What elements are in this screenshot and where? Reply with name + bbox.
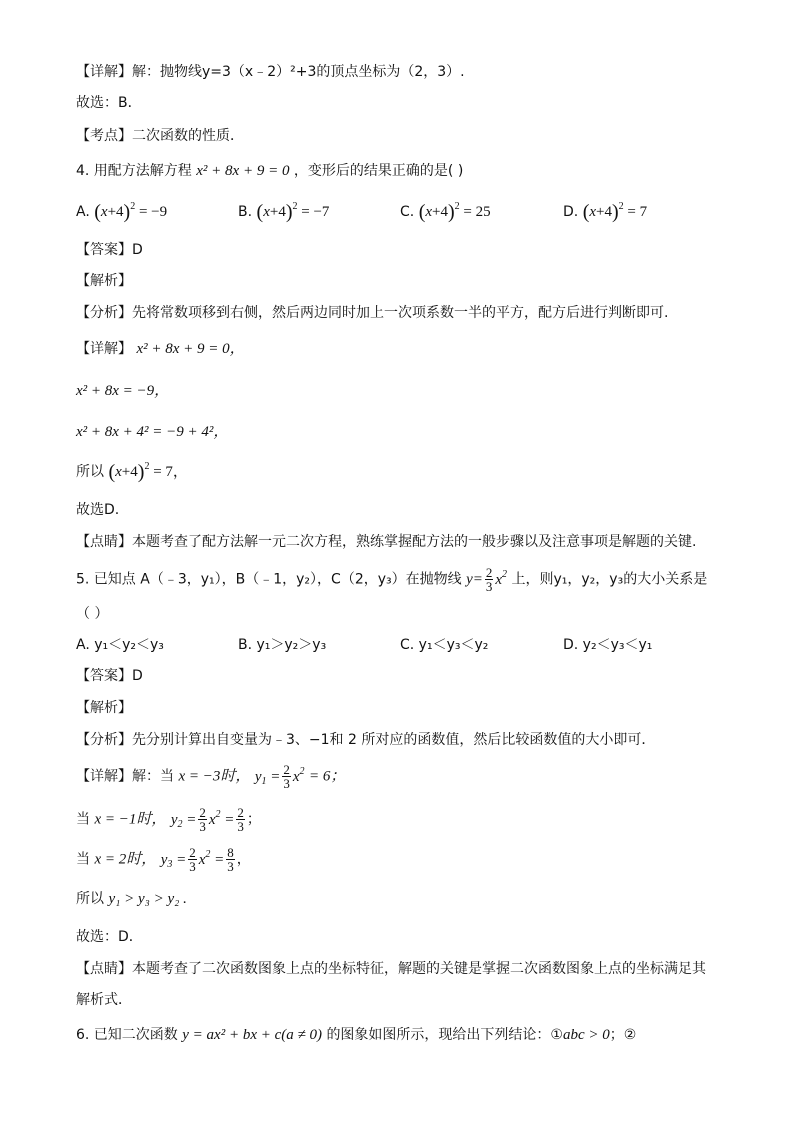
q5-analysis: 【解析】 — [76, 700, 132, 716]
q5-detail-line3: 当 x = 2时， $y_3$ = $\frac{2}{3}$ $x^2$ = $\frac{8}{3}$ ， — [76, 845, 251, 874]
q4-step4-rhs: = 7， — [153, 464, 188, 480]
q6-stem-d: ；② — [609, 1027, 637, 1043]
q5-dianjing-2: 解析式． — [76, 992, 132, 1008]
q5-dianjing-1: 【点睛】本题考查了二次函数图象上点的坐标特征，解题的关键是掌握二次函数图象上点的坐标满足其 — [76, 961, 706, 977]
q4-option-d: D. $(x+4)^2 = 7$ — [563, 201, 648, 223]
q4-fenxi: 【分析】先将常数项移到右侧，然后两边同时加上一次项系数一半的平方，配方后进行判断即可. — [76, 305, 669, 321]
q4-option-d-rhs: = 7 — [627, 204, 648, 220]
q5-concl: y₁ > y₃ > y₂ . — [108, 891, 187, 907]
q4-option-b-rhs: = −7 — [301, 204, 330, 220]
q5-detail-pre: 【详解】解：当 — [76, 768, 174, 785]
q4-option-c: C. $(x+4)^2 = 25$ — [400, 201, 491, 223]
q4-equation: x² + 8x + 9 = 0 — [196, 163, 290, 179]
q4-option-c-rhs: = 25 — [463, 204, 491, 220]
q5-option-b: B. y₁＞y₂＞y₃ — [238, 637, 327, 653]
q5-line2-pre: 当 — [76, 811, 90, 828]
q4-step4: 所以 $(x+4)^2 = 7$， — [76, 461, 188, 483]
q5-fenxi: 【分析】先分别计算出自变量为﹣3、−1和 2 所对应的函数值，然后比较函数值的大小即可． — [76, 732, 656, 748]
q5-answer: 【答案】D — [76, 668, 143, 684]
q5-paren: （ ） — [76, 606, 109, 622]
q4-step4-pre: 所以 — [76, 464, 104, 480]
q4-option-b: B. $(x+4)^2 = -7$ — [238, 201, 330, 223]
q4-stem — [76, 160, 463, 182]
q4-detail — [76, 338, 245, 360]
q6-stem-a: 6. 已知二次函数 — [76, 1027, 178, 1043]
q5-stem-b: 上，则y₁，y₂，y₃的大小关系是 — [511, 571, 708, 588]
q5-line3-pre: 当 — [76, 851, 90, 868]
q4-answer: 【答案】D — [76, 242, 143, 258]
choose-line: 故选：B． — [76, 95, 142, 111]
q4-stem-b: ，变形后的结果正确的是( ) — [293, 163, 464, 179]
q4-choose: 故选D. — [76, 502, 120, 518]
q5-option-d: D. y₂＜y₃＜y₁ — [563, 637, 653, 653]
q4-option-b-label: B. — [238, 204, 253, 220]
q5-option-c: C. y₁＜y₃＜y₂ — [400, 637, 489, 653]
q6-equation: y = ax² + bx + c(a ≠ 0) — [182, 1027, 322, 1043]
kaodian-line: 【考点】二次函数的性质． — [76, 128, 244, 144]
q4-step3: x² + 8x + 4² = −9 + 4²， — [76, 424, 229, 440]
q4-step2: x² + 8x = −9， — [76, 383, 170, 399]
q4-dianjing: 【点睛】本题考查了配方法解一元二次方程，熟练掌握配方法的一般步骤以及注意事项是解题的关键. — [76, 534, 697, 550]
q4-stem-a: 4. 用配方法解方程 — [76, 163, 192, 179]
q4-option-a: A. $(x+4)^2 = -9$ — [76, 201, 168, 223]
q5-line3-cond: x = 2时， — [94, 851, 157, 868]
q4-option-c-label: C. — [400, 204, 415, 220]
detail-line: 【详解】解：抛物线y=3（x﹣2）²+3的顶点坐标为（2，3）. — [76, 64, 465, 80]
q6-stem — [76, 1024, 636, 1046]
q4-analysis: 【解析】 — [76, 273, 132, 289]
q4-detail-label: 【详解】 — [76, 341, 132, 357]
q5-line1-res: = 6； — [308, 768, 346, 785]
q5-conclusion — [76, 888, 187, 910]
q5-detail-line2: 当 x = −1时， $y_2$ = $\frac{2}{3}$ $x^2$ = $\frac{2}{3}$ ； — [76, 805, 261, 834]
q5-concl-pre: 所以 — [76, 891, 104, 907]
q4-step1: x² + 8x + 9 = 0， — [136, 341, 245, 357]
q5-option-a: A. y₁＜y₂＜y₃ — [76, 637, 164, 653]
q4-option-d-label: D. — [563, 204, 579, 220]
q5-detail-line1: 【详解】解：当 x = −3时， $y_1$ = $\frac{2}{3}$ $x^2 = 6$； — [76, 762, 346, 791]
q5-choose: 故选：D． — [76, 929, 143, 945]
q5-line2-cond: x = −1时， — [94, 811, 167, 828]
q5-stem: 5. 已知点 A（﹣3，y₁），B（﹣1，y₂），C（2，y₃）在抛物线 y= $\frac{2}{3}$ $x^2$ 上，则y₁，y₂，y₃的大小关系是 — [76, 565, 708, 594]
q6-stem-b: 的图象如图所示，现给出下列结论：① — [326, 1027, 563, 1043]
q6-abc: abc > 0 — [563, 1027, 610, 1043]
q4-option-a-label: A. — [76, 204, 90, 220]
q5-stem-a: 5. 已知点 A（﹣3，y₁），B（﹣1，y₂），C（2，y₃）在抛物线 — [76, 571, 462, 588]
q5-line1-cond: x = −3时， — [178, 768, 251, 785]
q4-option-a-rhs: = −9 — [138, 204, 168, 220]
